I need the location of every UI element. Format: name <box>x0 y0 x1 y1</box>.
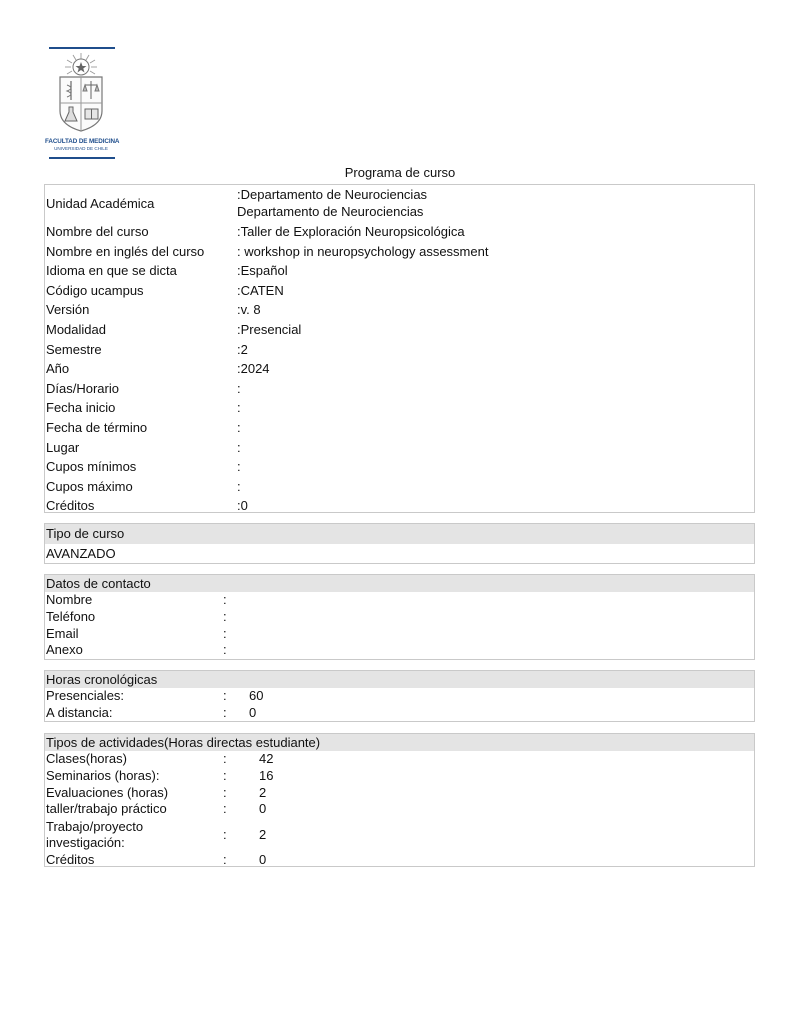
trabajo-label-line2: investigación: <box>46 835 125 851</box>
course-info-row <box>45 477 754 497</box>
course-info-label: Fecha de término <box>46 419 148 435</box>
logo-subtitle: UNIVERSIDAD DE CHILE <box>54 146 108 151</box>
course-info-label: Versión <box>46 302 90 318</box>
course-info-value: :2 <box>237 341 248 357</box>
section-header: Horas cronológicas <box>45 671 754 688</box>
activity-row-trabajo <box>45 818 754 852</box>
logo-title: FACULTAD DE MEDICINA <box>45 138 120 145</box>
course-info-value: : <box>237 459 241 475</box>
course-info-label: Unidad Académica <box>46 196 155 211</box>
course-info-row <box>45 359 754 379</box>
course-info-row <box>45 340 754 360</box>
course-info-label: Fecha inicio <box>46 400 116 416</box>
course-info-row-unidad <box>45 185 754 222</box>
course-info-row <box>45 418 754 438</box>
activity-colon: : <box>223 827 227 843</box>
contact-row <box>45 626 754 643</box>
course-info-value: : <box>237 478 241 494</box>
activity-row <box>45 785 754 802</box>
course-info-row <box>45 457 754 477</box>
hours-label: A distancia: <box>46 704 113 720</box>
course-info-row <box>45 438 754 458</box>
contact-colon: : <box>223 642 227 658</box>
activity-colon: : <box>223 852 227 868</box>
activity-value: 0 <box>259 801 267 817</box>
contact-label: Email <box>46 625 79 641</box>
activity-row <box>45 768 754 785</box>
course-info-row <box>45 261 754 281</box>
course-info-table <box>44 184 755 513</box>
course-info-value: : <box>237 419 241 435</box>
course-info-label: Nombre en inglés del curso <box>46 243 205 259</box>
unidad-value-line2: Departamento de Neurociencias <box>237 204 424 219</box>
hours-row <box>45 705 754 722</box>
activity-types-section <box>44 733 755 867</box>
faculty-logo <box>45 45 120 163</box>
course-info-value: : <box>237 380 241 396</box>
course-info-value: :Español <box>237 263 288 279</box>
activity-label: taller/trabajo práctico <box>46 801 167 817</box>
activity-label: Evaluaciones (horas) <box>46 784 169 800</box>
course-info-label: Cupos máximo <box>46 478 133 494</box>
course-info-label: Lugar <box>46 439 80 455</box>
course-info-row <box>45 242 754 262</box>
contact-colon: : <box>223 592 227 607</box>
course-info-value <box>237 186 427 220</box>
course-info-row <box>45 496 754 516</box>
course-info-label: Nombre del curso <box>46 224 149 239</box>
course-info-label: Días/Horario <box>46 380 119 396</box>
course-info-label: Semestre <box>46 341 102 357</box>
contact-row <box>45 609 754 626</box>
contact-label: Anexo <box>46 642 83 658</box>
course-type-section <box>44 523 755 564</box>
hours-value: 60 <box>249 688 264 703</box>
course-info-row <box>45 398 754 418</box>
faculty-crest-icon <box>45 45 117 137</box>
course-info-value: :Presencial <box>237 321 302 337</box>
contact-row <box>45 592 754 609</box>
contact-row <box>45 642 754 659</box>
activity-row <box>45 751 754 768</box>
course-info-row <box>45 379 754 399</box>
activity-label: Seminarios (horas): <box>46 767 160 783</box>
logo-bottom-rule <box>49 157 115 159</box>
course-type-value: AVANZADO <box>46 546 116 561</box>
course-info-label: Idioma en que se dicta <box>46 263 177 279</box>
course-info-row <box>45 320 754 340</box>
hours-value: 0 <box>249 704 257 720</box>
course-info-label: Créditos <box>46 498 95 514</box>
hours-label: Presenciales: <box>46 688 125 703</box>
activity-row-creditos <box>45 852 754 869</box>
activity-colon: : <box>223 784 227 800</box>
contact-label: Nombre <box>46 592 93 607</box>
course-info-value: : workshop in neuropsychology assessment <box>237 243 489 259</box>
activity-label: Créditos <box>46 852 95 868</box>
activity-colon: : <box>223 801 227 817</box>
contact-colon: : <box>223 625 227 641</box>
course-info-row <box>45 300 754 320</box>
contact-colon: : <box>223 608 227 624</box>
activity-colon: : <box>223 751 227 766</box>
course-info-value: :v. 8 <box>237 302 261 318</box>
logo-top-rule <box>49 47 115 49</box>
course-info-label: Código ucampus <box>46 282 144 298</box>
activity-value: 42 <box>259 751 274 766</box>
hours-row <box>45 688 754 705</box>
activity-value: 2 <box>259 827 267 843</box>
course-info-value: :CATEN <box>237 282 284 298</box>
activity-value: 16 <box>259 767 274 783</box>
trabajo-label-line1: Trabajo/proyecto <box>46 819 144 835</box>
course-info-value: :0 <box>237 498 248 514</box>
activity-row <box>45 801 754 818</box>
activity-value: 0 <box>259 852 267 868</box>
activity-value: 2 <box>259 784 267 800</box>
course-info-value: :2024 <box>237 361 270 377</box>
course-info-row <box>45 222 754 242</box>
contact-section <box>44 574 755 660</box>
activity-label: Clases(horas) <box>46 751 127 766</box>
activity-label <box>46 819 143 851</box>
course-info-label: Cupos mínimos <box>46 459 137 475</box>
course-info-label: Año <box>46 361 70 377</box>
page-title: Programa de curso <box>344 165 456 180</box>
course-info-value: : <box>237 439 241 455</box>
course-info-value: : <box>237 400 241 416</box>
section-header: Tipos de actividades(Horas directas estudiante) <box>45 734 754 751</box>
hours-colon: : <box>223 704 227 720</box>
section-header: Tipo de curso <box>45 524 754 544</box>
hours-colon: : <box>223 688 227 703</box>
course-info-value: :Taller de Exploración Neuropsicológica <box>237 224 465 239</box>
contact-label: Teléfono <box>46 608 96 624</box>
course-info-row <box>45 281 754 301</box>
course-info-label: Modalidad <box>46 321 106 337</box>
activity-colon: : <box>223 767 227 783</box>
unidad-value-line1: :Departamento de Neurociencias <box>237 187 428 202</box>
section-header: Datos de contacto <box>45 575 754 592</box>
chronological-hours-section <box>44 670 755 722</box>
